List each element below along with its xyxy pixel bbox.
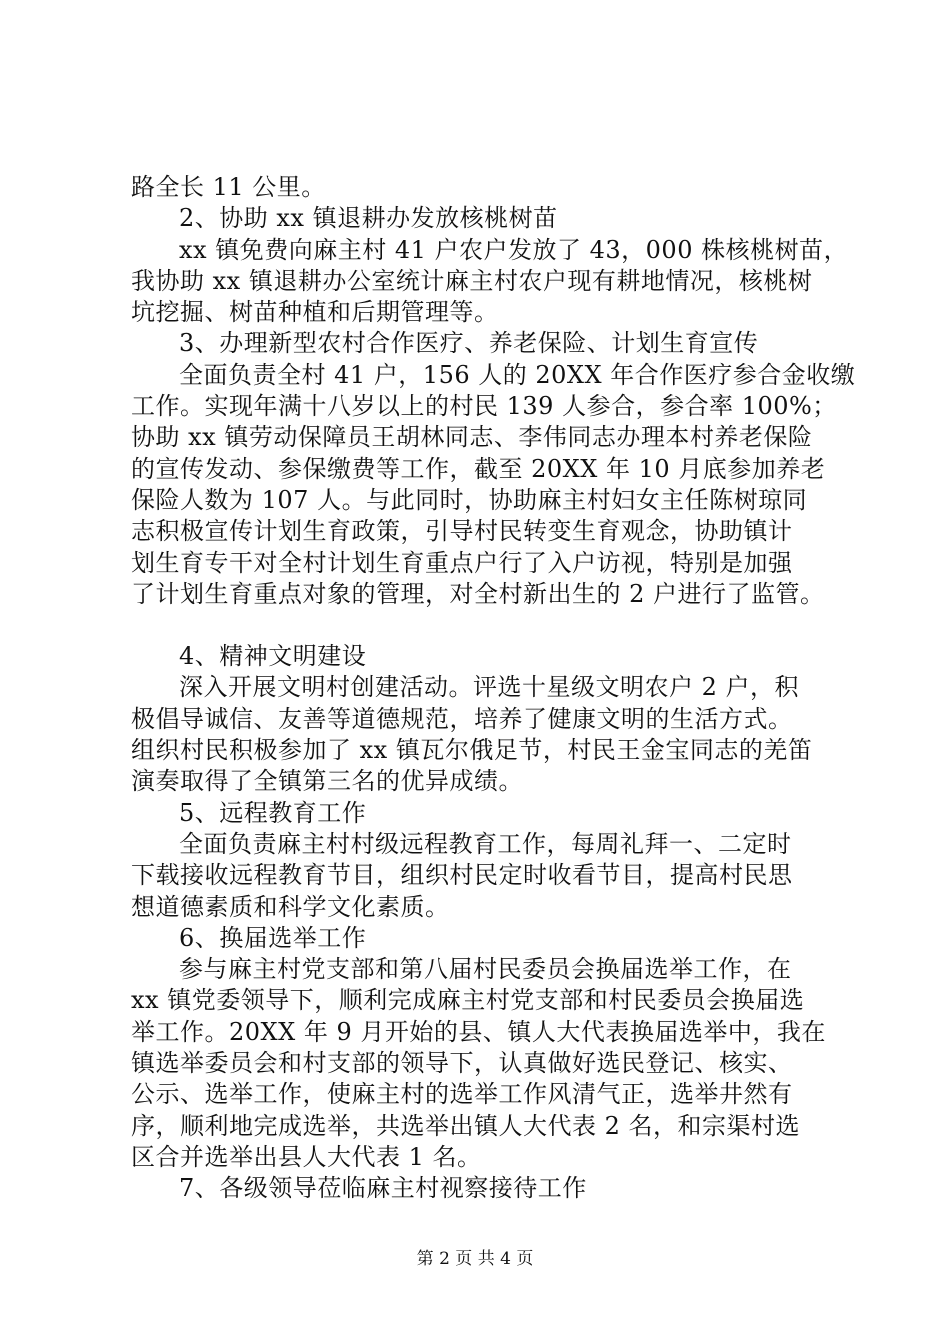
section-heading: 3、办理新型农村合作医疗、养老保险、计划生育宣传 (179, 329, 759, 358)
text-line: 区合并选举出县人大代表 1 名。 (131, 1142, 482, 1171)
text-line: 坑挖掘、树苗种植和后期管理等。 (131, 298, 499, 327)
text-line: 保险人数为 107 人。与此同时，协助麻主村妇女主任陈树琼同 (131, 485, 808, 514)
text-line: 协助 xx 镇劳动保障员王胡林同志、李伟同志办理本村养老保险 (131, 423, 813, 452)
text-line: 志积极宣传计划生育政策，引导村民转变生育观念，协助镇计 (131, 517, 793, 546)
text-line: 下载接收远程教育节目，组织村民定时收看节目，提高村民思 (131, 861, 793, 890)
text-line: 的宣传发动、参保缴费等工作，截至 20XX 年 10 月底参加养老 (131, 454, 826, 483)
text-line: 全面负责全村 41 户，156 人的 20XX 年合作医疗参合金收缴 (179, 360, 856, 389)
text-line: 了计划生育重点对象的管理，对全村新出生的 2 户进行了监管。 (131, 579, 825, 608)
text-line: xx 镇免费向麻主村 41 户农户发放了 43，000 株核桃树苗， (179, 235, 849, 264)
text-line: 极倡导诚信、友善等道德规范，培养了健康文明的生活方式。 (131, 704, 793, 733)
text-line: 演奏取得了全镇第三名的优异成绩。 (131, 767, 523, 796)
paragraph-gap (131, 610, 857, 641)
page-number: 第 2 页 共 4 页 (416, 1249, 534, 1269)
text-line: 参与麻主村党支部和第八届村民委员会换届选举工作，在 (179, 955, 792, 984)
text-line: 组织村民积极参加了 xx 镇瓦尔俄足节，村民王金宝同志的羌笛 (131, 736, 813, 765)
text-line: 镇选举委员会和村支部的领导下，认真做好选民登记、核实、 (131, 1049, 793, 1078)
text-line: 我协助 xx 镇退耕办公室统计麻主村农户现有耕地情况，核桃树 (131, 266, 813, 295)
text-line: 工作。实现年满十八岁以上的村民 139 人参合，参合率 100%； (131, 392, 837, 421)
document-body (131, 172, 857, 1205)
text-line: 序，顺利地完成选举，共选举出镇人大代表 2 名，和宗渠村选 (131, 1111, 801, 1140)
text-line: 划生育专干对全村计划生育重点户行了入户访视，特别是加强 (131, 548, 793, 577)
text-line: 深入开展文明村创建活动。评选十星级文明农户 2 户，积 (179, 673, 800, 702)
section-heading: 6、换届选举工作 (179, 923, 367, 952)
section-heading: 5、远程教育工作 (179, 798, 367, 827)
text-line: 路全长 11 公里。 (131, 173, 326, 201)
section-heading: 7、各级领导莅临麻主村视察接待工作 (179, 1174, 587, 1203)
text-line: 全面负责麻主村村级远程教育工作，每周礼拜一、二定时 (179, 829, 792, 858)
text-line: 想道德素质和科学文化素质。 (131, 892, 450, 921)
page-footer (0, 1244, 950, 1269)
text-line: xx 镇党委领导下，顺利完成麻主村党支部和村民委员会换届选 (131, 986, 805, 1015)
text-line: 举工作。20XX 年 9 月开始的县、镇人大代表换届选举中，我在 (131, 1017, 826, 1046)
text-line: 公示、选举工作，使麻主村的选举工作风清气正，选举井然有 (131, 1080, 793, 1109)
section-heading: 2、协助 xx 镇退耕办发放核桃树苗 (179, 204, 558, 233)
section-heading: 4、精神文明建设 (179, 642, 367, 671)
